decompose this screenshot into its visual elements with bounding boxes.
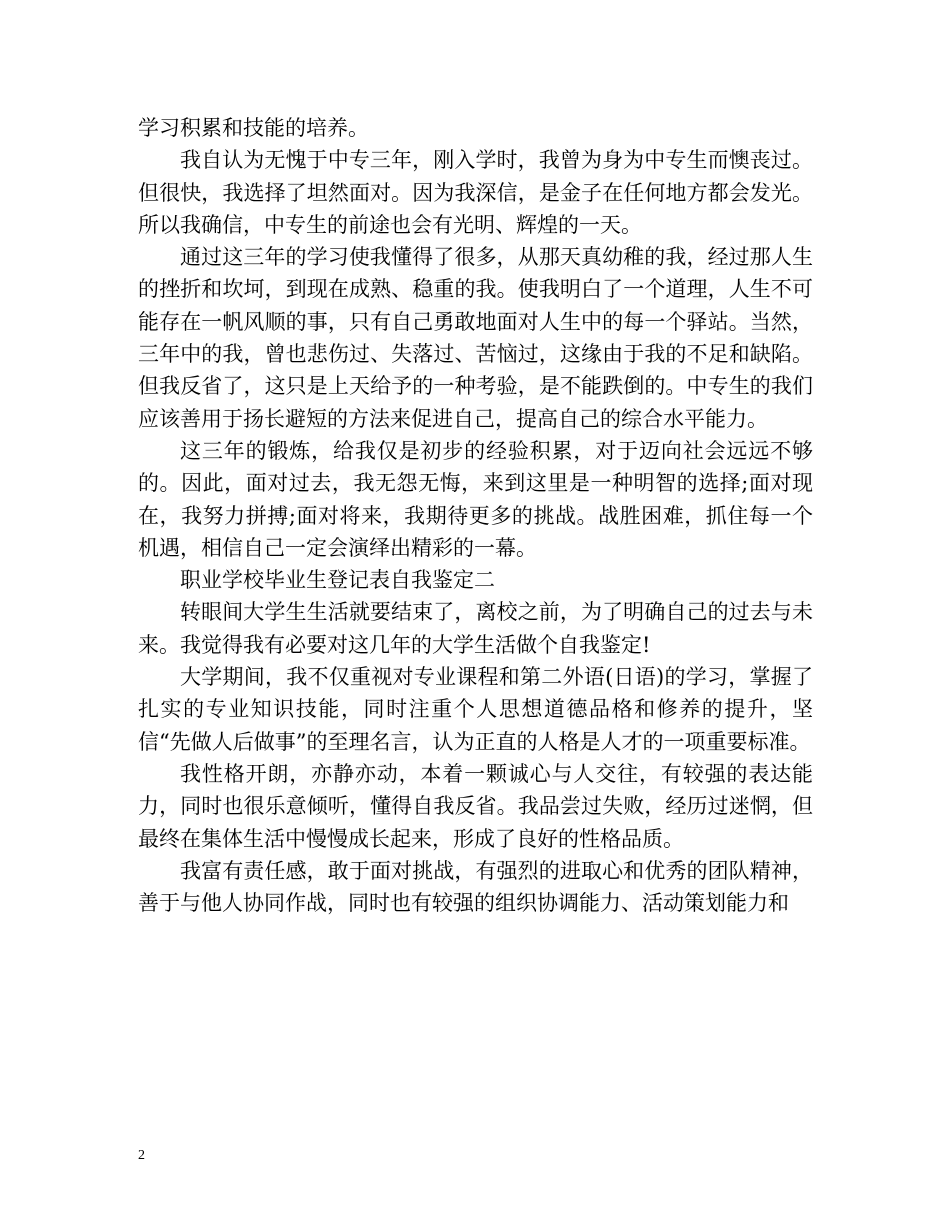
paragraph: 大学期间，我不仅重视对专业课程和第二外语(日语)的学习，掌握了扎实的专业知识技能，同时注重个人思想道德品格和修养的提升，坚信“先做人后做事”的至理名言，认为正直的人格是人才的一项重要标准。 xyxy=(138,665,813,754)
paragraph: 转眼间大学生生活就要结束了，离校之前，为了明确自己的过去与未来。我觉得我有必要对这几年的大学生活做个自我鉴定! xyxy=(138,600,813,657)
page-number: 2 xyxy=(138,1148,145,1163)
paragraph: 学习积累和技能的培养。 xyxy=(138,116,369,140)
paragraph: 我自认为无愧于中专三年，刚入学时，我曾为身为中专生而懊丧过。但很快，我选择了坦然面对。因为我深信，是金子在任何地方都会发光。所以我确信，中专生的前途也会有光明、辉煌的一天。 xyxy=(138,148,813,237)
document-body xyxy=(138,112,813,919)
paragraph: 这三年的锻炼，给我仅是初步的经验积累，对于迈向社会远远不够的。因此，面对过去，我无怨无悔，来到这里是一种明智的选择;面对现在，我努力拼搏;面对将来，我期待更多的挑战。战胜困难，抓住每一个机遇，相信自己一定会演绎出精彩的一幕。 xyxy=(138,438,813,560)
section-heading: 职业学校毕业生登记表自我鉴定二 xyxy=(180,568,495,593)
paragraph: 我富有责任感，敢于面对挑战，有强烈的进取心和优秀的团队精神，善于与他人协同作战，同时也有较强的组织协调能力、活动策划能力和 xyxy=(138,858,813,916)
paragraph: 通过这三年的学习使我懂得了很多，从那天真幼稚的我，经过那人生的挫折和坎坷，到现在成熟、稳重的我。使我明白了一个道理，人生不可能存在一帆风顺的事，只有自己勇敢地面对人生中的每一个驿站。当然，三年中的我，曾也悲伤过、失落过、苦恼过，这缘由于我的不足和缺陷。但我反省了，这只是上天给予的一种考验，是不能跌倒的。中专生的我们应该善用于扬长避短的方法来促进自己，提高自己的综合水平能力。 xyxy=(138,245,813,431)
paragraph: 我性格开朗，亦静亦动，本着一颗诚心与人交往，有较强的表达能力，同时也很乐意倾听，懂得自我反省。我品尝过失败，经历过迷惘，但最终在集体生活中慢慢成长起来，形成了良好的性格品质。 xyxy=(138,761,813,851)
